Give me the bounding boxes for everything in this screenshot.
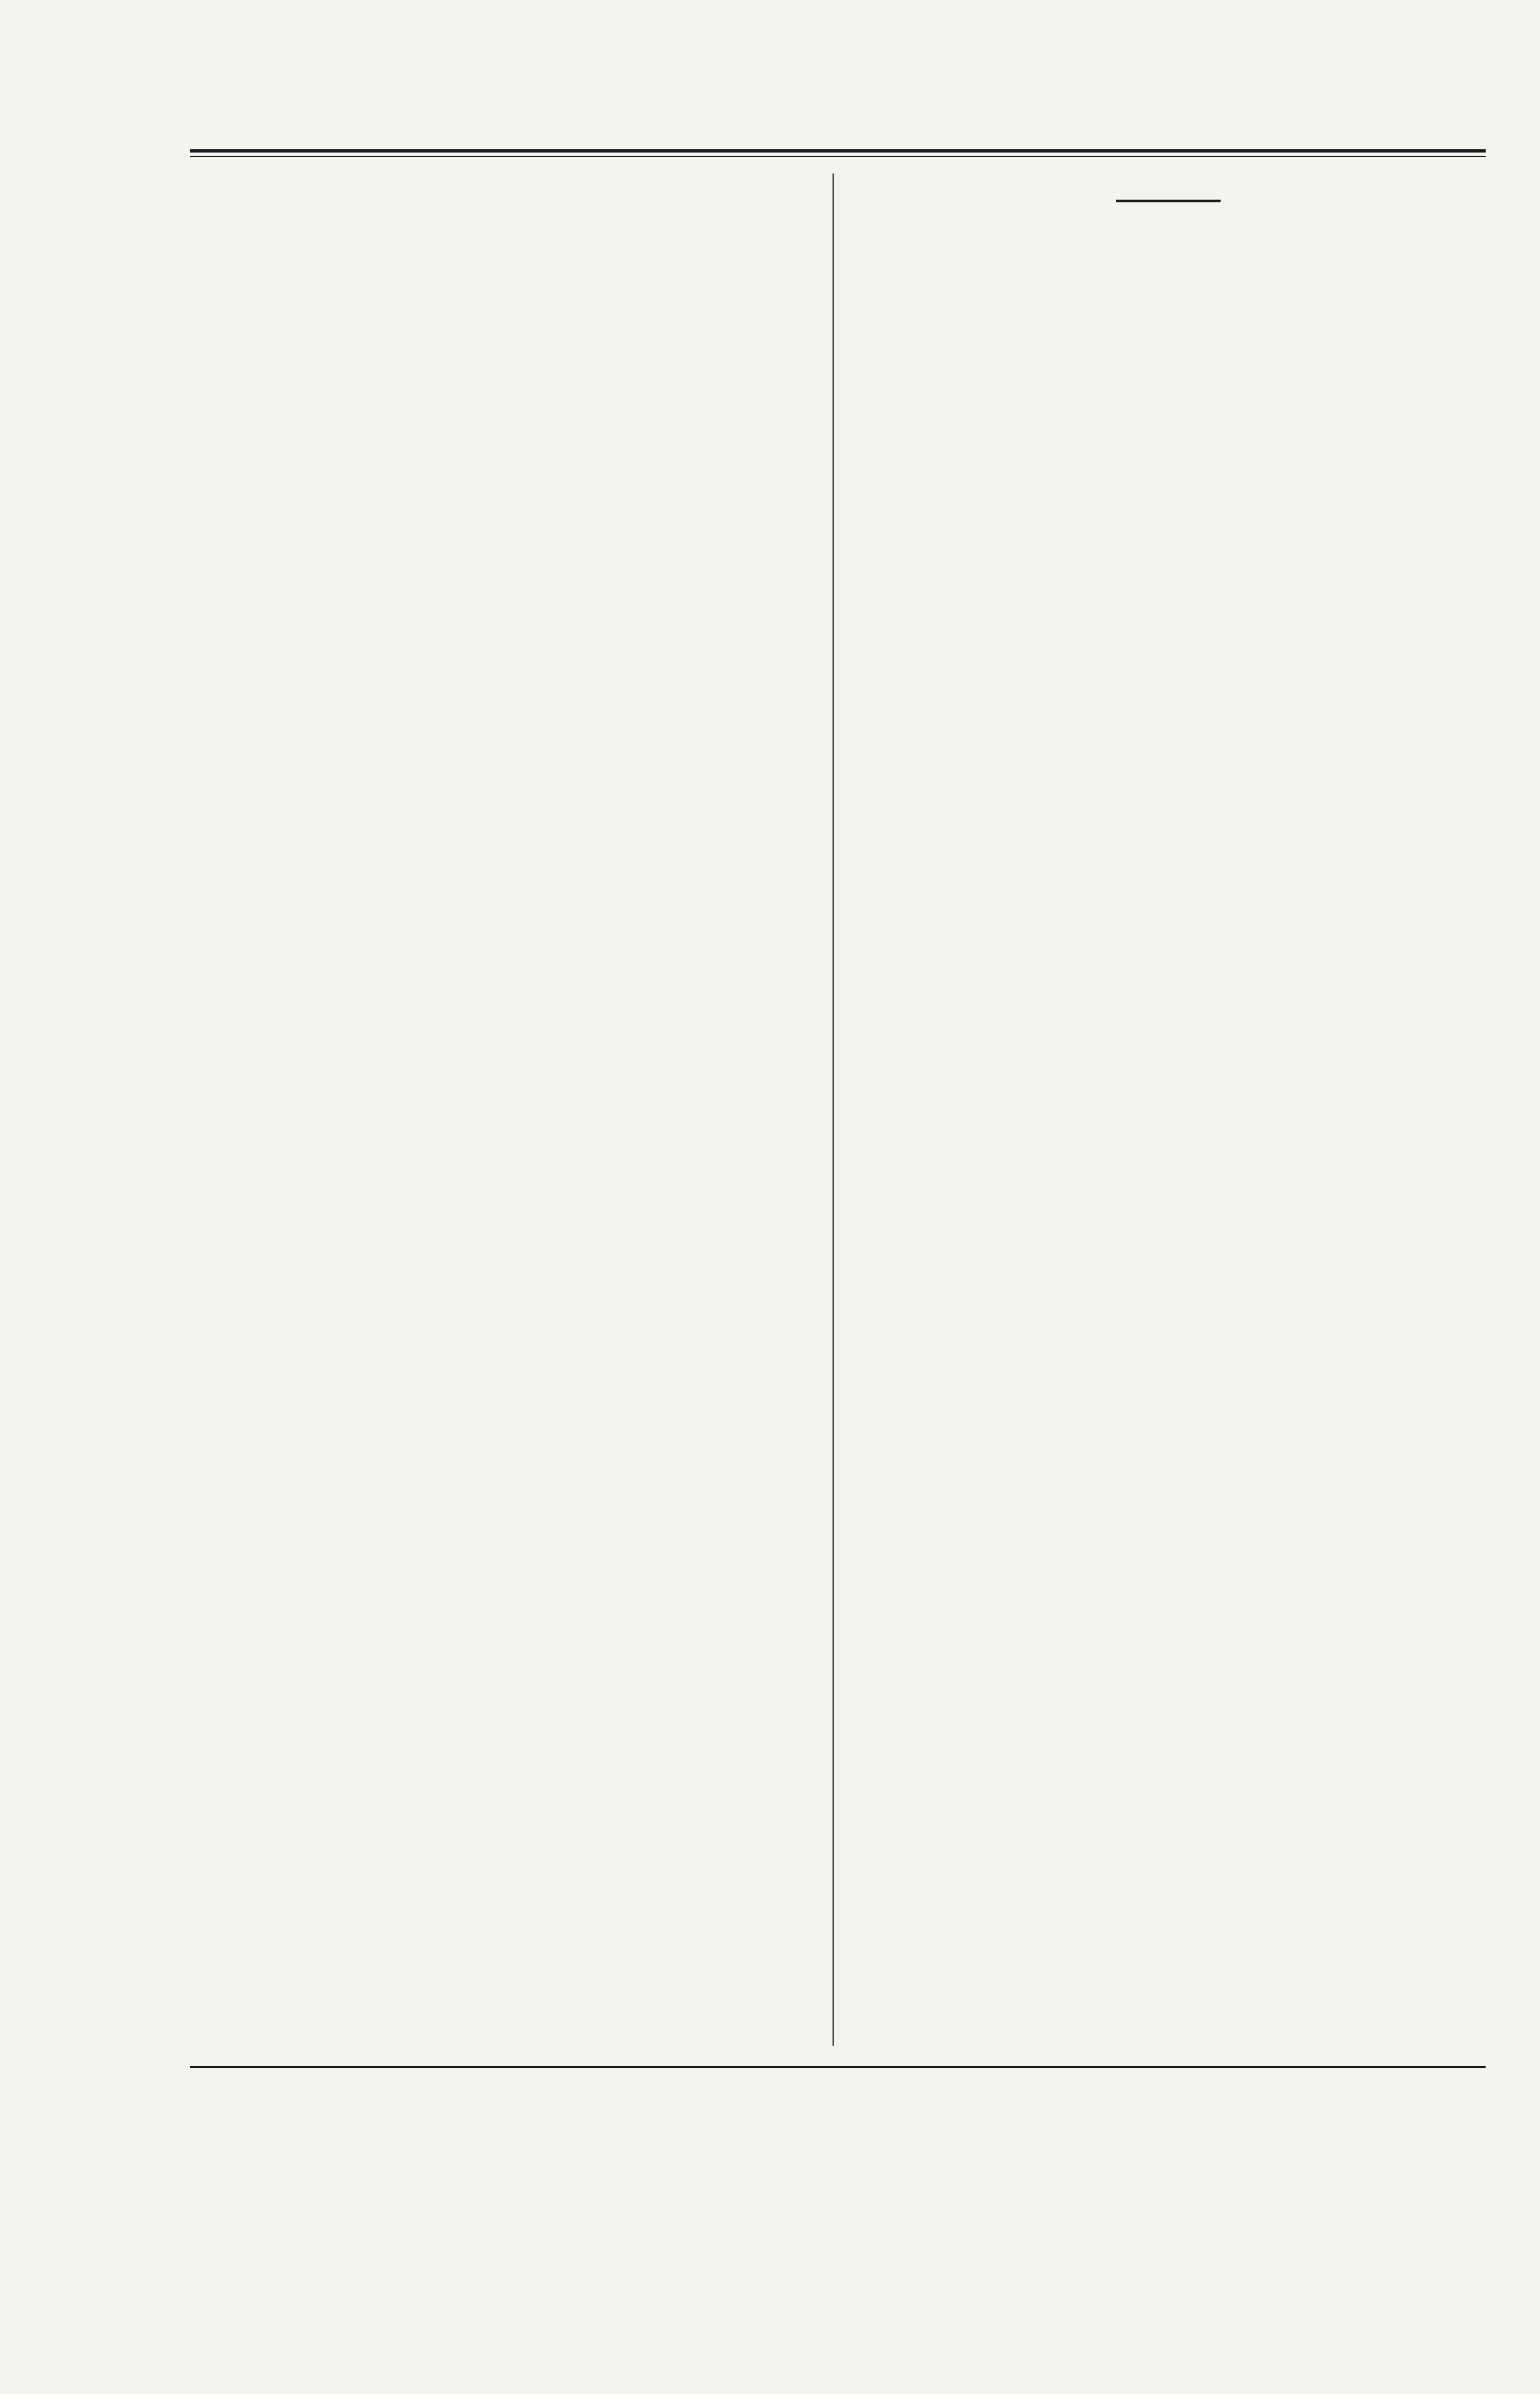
right-panel-counties: [838, 187, 1499, 316]
title-rule: [1116, 200, 1221, 202]
page-header: [0, 51, 1540, 130]
header-double-rule: [190, 149, 1486, 157]
reserve-block: [838, 265, 1499, 297]
left-panel-cities: [178, 187, 826, 382]
column-divider: [833, 173, 834, 2046]
footer-rule: [190, 2066, 1486, 2068]
